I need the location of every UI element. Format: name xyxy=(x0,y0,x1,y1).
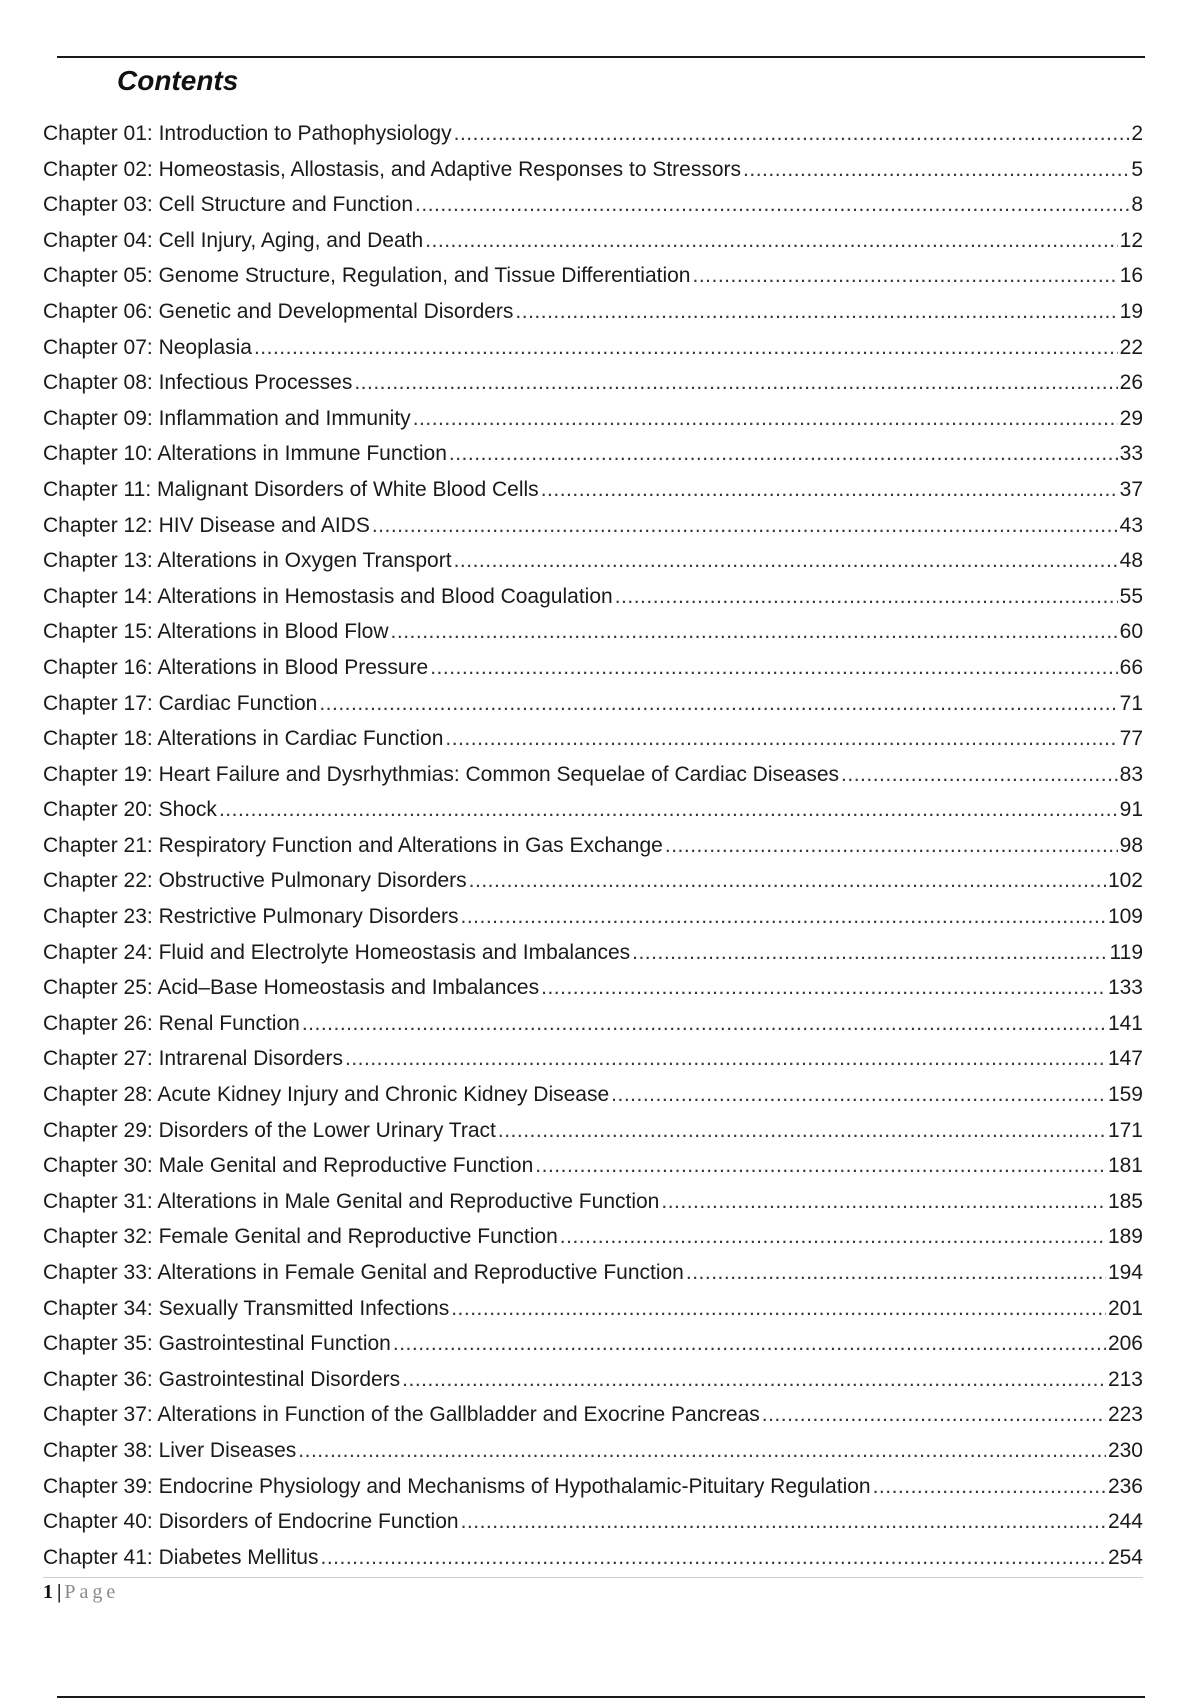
toc-entry[interactable] xyxy=(43,1291,1143,1327)
toc-entry[interactable] xyxy=(43,1113,1143,1149)
toc-dot-leader xyxy=(319,686,1117,722)
toc-list xyxy=(43,116,1143,1575)
toc-entry-title[interactable]: Chapter 05: Genome Structure, Regulation, and Tissue Differentiation xyxy=(43,264,691,288)
toc-entry[interactable] xyxy=(43,1504,1143,1540)
toc-entry-title[interactable]: Chapter 25: Acid–Base Homeostasis and Imbalances xyxy=(43,976,540,1000)
toc-entry-page[interactable]: 181 xyxy=(1107,1154,1143,1178)
toc-entry-title[interactable]: Chapter 37: Alterations in Function of the Gallbladder and Exocrine Pancreas xyxy=(43,1403,760,1427)
toc-entry[interactable] xyxy=(43,330,1143,366)
bottom-rule xyxy=(57,1696,1145,1698)
toc-entry[interactable] xyxy=(43,1540,1143,1576)
toc-entry-title[interactable]: Chapter 36: Gastrointestinal Disorders xyxy=(43,1367,401,1391)
toc-entry-page[interactable]: 254 xyxy=(1107,1545,1143,1569)
toc-entry-page[interactable]: 22 xyxy=(1119,335,1143,359)
toc-dot-leader xyxy=(454,543,1118,579)
toc-entry-page[interactable]: 12 xyxy=(1119,228,1143,252)
toc-entry-page[interactable]: 133 xyxy=(1107,976,1143,1000)
toc-entry[interactable] xyxy=(43,365,1143,401)
toc-entry[interactable] xyxy=(43,899,1143,935)
toc-entry[interactable] xyxy=(43,614,1143,650)
toc-dot-leader xyxy=(402,1362,1106,1398)
toc-dot-leader xyxy=(541,970,1106,1006)
toc-entry[interactable] xyxy=(43,436,1143,472)
toc-entry-title[interactable]: Chapter 24: Fluid and Electrolyte Homeostasis and Imbalances xyxy=(43,940,631,964)
toc-entry-title[interactable]: Chapter 32: Female Genital and Reproductive Function xyxy=(43,1225,558,1249)
toc-entry-page[interactable]: 19 xyxy=(1119,299,1143,323)
toc-entry-title[interactable]: Chapter 03: Cell Structure and Function xyxy=(43,193,414,217)
toc-entry-title[interactable]: Chapter 19: Heart Failure and Dysrhythmias: Common Sequelae of Cardiac Diseases xyxy=(43,762,840,786)
toc-entry[interactable] xyxy=(43,1469,1143,1505)
toc-dot-leader xyxy=(254,330,1118,366)
toc-entry-title[interactable]: Chapter 07: Neoplasia xyxy=(43,335,252,359)
toc-entry-title[interactable]: Chapter 17: Cardiac Function xyxy=(43,691,318,715)
toc-entry-title[interactable]: Chapter 13: Alterations in Oxygen Transport xyxy=(43,549,452,573)
toc-entry-page[interactable]: 223 xyxy=(1107,1403,1143,1427)
toc-entry-title[interactable]: Chapter 06: Genetic and Developmental Disorders xyxy=(43,299,514,323)
toc-entry-title[interactable]: Chapter 01: Introduction to Pathophysiology xyxy=(43,122,452,145)
toc-entry[interactable] xyxy=(43,970,1143,1006)
toc-entry[interactable] xyxy=(43,579,1143,615)
toc-entry[interactable] xyxy=(43,1433,1143,1469)
toc-entry[interactable] xyxy=(43,152,1143,188)
toc-entry-page[interactable]: 37 xyxy=(1119,477,1143,501)
toc-entry-page[interactable]: 2 xyxy=(1131,122,1143,145)
toc-entry-title[interactable]: Chapter 38: Liver Diseases xyxy=(43,1438,297,1462)
toc-entry[interactable] xyxy=(43,258,1143,294)
toc-entry-page[interactable]: 33 xyxy=(1119,442,1143,466)
toc-dot-leader xyxy=(461,899,1106,935)
toc-entry[interactable] xyxy=(43,1255,1143,1291)
toc-entry-page[interactable]: 159 xyxy=(1107,1083,1143,1107)
toc-entry-title[interactable]: Chapter 29: Disorders of the Lower Urinary Tract xyxy=(43,1118,496,1142)
toc-dot-leader xyxy=(430,650,1117,686)
toc-entry-title[interactable]: Chapter 15: Alterations in Blood Flow xyxy=(43,620,389,644)
page-footer xyxy=(43,1578,119,1606)
footer-rule xyxy=(43,1577,1143,1578)
toc-entry-title[interactable]: Chapter 27: Intrarenal Disorders xyxy=(43,1047,343,1071)
toc-entry-title[interactable]: Chapter 14: Alterations in Hemostasis and Blood Coagulation xyxy=(43,584,613,608)
toc-dot-leader xyxy=(873,1469,1106,1505)
toc-entry[interactable] xyxy=(43,223,1143,259)
toc-entry-title[interactable]: Chapter 26: Renal Function xyxy=(43,1011,300,1035)
toc-dot-leader xyxy=(560,1219,1106,1255)
toc-entry-title[interactable]: Chapter 40: Disorders of Endocrine Function xyxy=(43,1510,459,1534)
page-label: Page xyxy=(64,1581,120,1603)
toc-dot-leader xyxy=(841,757,1118,793)
toc-dot-leader xyxy=(541,472,1118,508)
toc-entry-page[interactable]: 201 xyxy=(1107,1296,1143,1320)
toc-entry-title[interactable]: Chapter 09: Inflammation and Immunity xyxy=(43,406,411,430)
toc-dot-leader xyxy=(449,436,1118,472)
header-rule xyxy=(57,56,1145,58)
toc-entry-page[interactable]: 98 xyxy=(1119,833,1143,857)
toc-dot-leader xyxy=(345,1041,1106,1077)
toc-entry-page[interactable]: 230 xyxy=(1107,1438,1143,1462)
toc-entry-page[interactable]: 48 xyxy=(1119,549,1143,573)
toc-entry-page[interactable]: 91 xyxy=(1119,798,1143,822)
toc-entry-page[interactable]: 194 xyxy=(1107,1261,1143,1284)
toc-dot-leader xyxy=(498,1113,1106,1149)
toc-entry[interactable] xyxy=(43,1148,1143,1184)
toc-dot-leader xyxy=(515,294,1117,330)
toc-dot-leader xyxy=(611,1077,1106,1113)
toc-dot-leader xyxy=(445,721,1117,757)
toc-dot-leader xyxy=(391,614,1118,650)
toc-dot-leader xyxy=(219,792,1118,828)
toc-entry-page[interactable]: 185 xyxy=(1107,1189,1143,1213)
toc-entry[interactable] xyxy=(43,1077,1143,1113)
toc-entry-title[interactable]: Chapter 10: Alterations in Immune Function xyxy=(43,442,447,466)
toc-entry-title[interactable]: Chapter 04: Cell Injury, Aging, and Death xyxy=(43,228,424,252)
toc-entry-page[interactable]: 119 xyxy=(1109,940,1143,964)
toc-entry-title[interactable]: Chapter 39: Endocrine Physiology and Mechanisms of Hypothalamic-Pituitary Regulation xyxy=(43,1474,871,1498)
toc-entry-title[interactable]: Chapter 16: Alterations in Blood Pressure xyxy=(43,655,429,679)
toc-entry[interactable] xyxy=(43,116,1143,152)
toc-dot-leader xyxy=(743,152,1129,188)
toc-entry-title[interactable]: Chapter 08: Infectious Processes xyxy=(43,371,353,395)
toc-entry[interactable] xyxy=(43,1184,1143,1220)
toc-dot-leader xyxy=(320,1540,1105,1576)
toc-entry[interactable] xyxy=(43,721,1143,757)
toc-entry-page[interactable]: 109 xyxy=(1107,905,1143,929)
toc-entry-page[interactable]: 141 xyxy=(1107,1011,1143,1035)
toc-entry-page[interactable]: 213 xyxy=(1107,1367,1143,1391)
toc-entry[interactable] xyxy=(43,792,1143,828)
toc-entry[interactable] xyxy=(43,1219,1143,1255)
toc-entry-page[interactable]: 71 xyxy=(1119,691,1143,715)
toc-entry-page[interactable]: 206 xyxy=(1107,1332,1143,1356)
toc-entry-title[interactable]: Chapter 33: Alterations in Female Genital and Reproductive Function xyxy=(43,1261,684,1284)
toc-entry-title[interactable]: Chapter 18: Alterations in Cardiac Function xyxy=(43,727,444,751)
toc-entry-page[interactable]: 83 xyxy=(1119,762,1143,786)
toc-entry[interactable] xyxy=(43,828,1143,864)
toc-entry-title[interactable]: Chapter 12: HIV Disease and AIDS xyxy=(43,513,370,537)
page-title: Contents xyxy=(117,65,239,96)
page-separator: | xyxy=(57,1581,62,1603)
toc-entry[interactable] xyxy=(43,1362,1143,1398)
toc-dot-leader xyxy=(665,828,1118,864)
toc-dot-leader xyxy=(354,365,1117,401)
toc-dot-leader xyxy=(454,116,1130,152)
toc-dot-leader xyxy=(298,1433,1106,1469)
toc-entry[interactable] xyxy=(43,757,1143,793)
toc-entry-title[interactable]: Chapter 34: Sexually Transmitted Infections xyxy=(43,1296,450,1320)
toc-dot-leader xyxy=(469,863,1106,899)
toc-entry-page[interactable]: 43 xyxy=(1119,513,1143,537)
toc-entry[interactable] xyxy=(43,935,1143,971)
toc-entry[interactable] xyxy=(43,294,1143,330)
toc-dot-leader xyxy=(413,401,1118,437)
toc-entry[interactable] xyxy=(43,543,1143,579)
toc-dot-leader xyxy=(415,187,1129,223)
toc-dot-leader xyxy=(393,1326,1106,1362)
toc-entry-page[interactable]: 236 xyxy=(1107,1474,1143,1498)
toc-entry-title[interactable]: Chapter 31: Alterations in Male Genital and Reproductive Function xyxy=(43,1189,660,1213)
toc-entry-page[interactable]: 171 xyxy=(1107,1118,1143,1142)
toc-entry-title[interactable]: Chapter 28: Acute Kidney Injury and Chronic Kidney Disease xyxy=(43,1083,610,1107)
toc-dot-leader xyxy=(461,1504,1106,1540)
toc-dot-leader xyxy=(451,1291,1106,1327)
toc-entry-page[interactable]: 189 xyxy=(1107,1225,1143,1249)
toc-entry[interactable] xyxy=(43,686,1143,722)
toc-entry-title[interactable]: Chapter 41: Diabetes Mellitus xyxy=(43,1545,319,1569)
toc-entry-page[interactable]: 5 xyxy=(1131,157,1143,181)
toc-entry[interactable] xyxy=(43,1006,1143,1042)
toc-entry[interactable] xyxy=(43,650,1143,686)
toc-dot-leader xyxy=(661,1184,1106,1220)
toc-entry-title[interactable]: Chapter 21: Respiratory Function and Alterations in Gas Exchange xyxy=(43,833,663,857)
page-number: 1 xyxy=(43,1581,53,1603)
toc-entry-title[interactable]: Chapter 23: Restrictive Pulmonary Disorders xyxy=(43,905,459,929)
toc-dot-leader xyxy=(692,258,1117,294)
toc-entry-page[interactable]: 60 xyxy=(1119,620,1143,644)
toc-entry[interactable] xyxy=(43,472,1143,508)
toc-entry-title[interactable]: Chapter 11: Malignant Disorders of White Blood Cells xyxy=(43,477,539,501)
toc-entry-page[interactable]: 16 xyxy=(1119,264,1143,288)
toc-entry-page[interactable]: 29 xyxy=(1119,406,1143,430)
toc-entry[interactable] xyxy=(43,401,1143,437)
toc-dot-leader xyxy=(372,508,1118,544)
toc-dot-leader xyxy=(632,935,1107,971)
toc-entry-page[interactable]: 66 xyxy=(1119,655,1143,679)
toc-entry-title[interactable]: Chapter 30: Male Genital and Reproductive Function xyxy=(43,1154,534,1178)
toc-dot-leader xyxy=(615,579,1118,615)
toc-entry-page[interactable]: 26 xyxy=(1119,371,1143,395)
toc-entry[interactable] xyxy=(43,508,1143,544)
toc-entry-title[interactable]: Chapter 20: Shock xyxy=(43,798,217,822)
toc-dot-leader xyxy=(425,223,1117,259)
toc-dot-leader xyxy=(762,1397,1106,1433)
toc-entry[interactable] xyxy=(43,863,1143,899)
toc-entry-page[interactable]: 77 xyxy=(1119,727,1143,751)
toc-entry-page[interactable]: 244 xyxy=(1107,1510,1143,1534)
toc-entry[interactable] xyxy=(43,1041,1143,1077)
toc-entry-page[interactable]: 55 xyxy=(1119,584,1143,608)
toc-dot-leader xyxy=(686,1255,1106,1291)
toc-entry-title[interactable]: Chapter 35: Gastrointestinal Function xyxy=(43,1332,391,1356)
toc-entry-title[interactable]: Chapter 02: Homeostasis, Allostasis, and Adaptive Responses to Stressors xyxy=(43,157,742,181)
toc-entry-page[interactable]: 147 xyxy=(1107,1047,1143,1071)
toc-entry[interactable] xyxy=(43,1397,1143,1433)
toc-entry[interactable] xyxy=(43,1326,1143,1362)
toc-entry-title[interactable]: Chapter 22: Obstructive Pulmonary Disorders xyxy=(43,869,467,893)
toc-dot-leader xyxy=(302,1006,1106,1042)
toc-entry-page[interactable]: 8 xyxy=(1131,193,1143,217)
toc-dot-leader xyxy=(535,1148,1106,1184)
toc-entry-page[interactable]: 102 xyxy=(1107,869,1143,893)
toc-entry[interactable] xyxy=(43,187,1143,223)
